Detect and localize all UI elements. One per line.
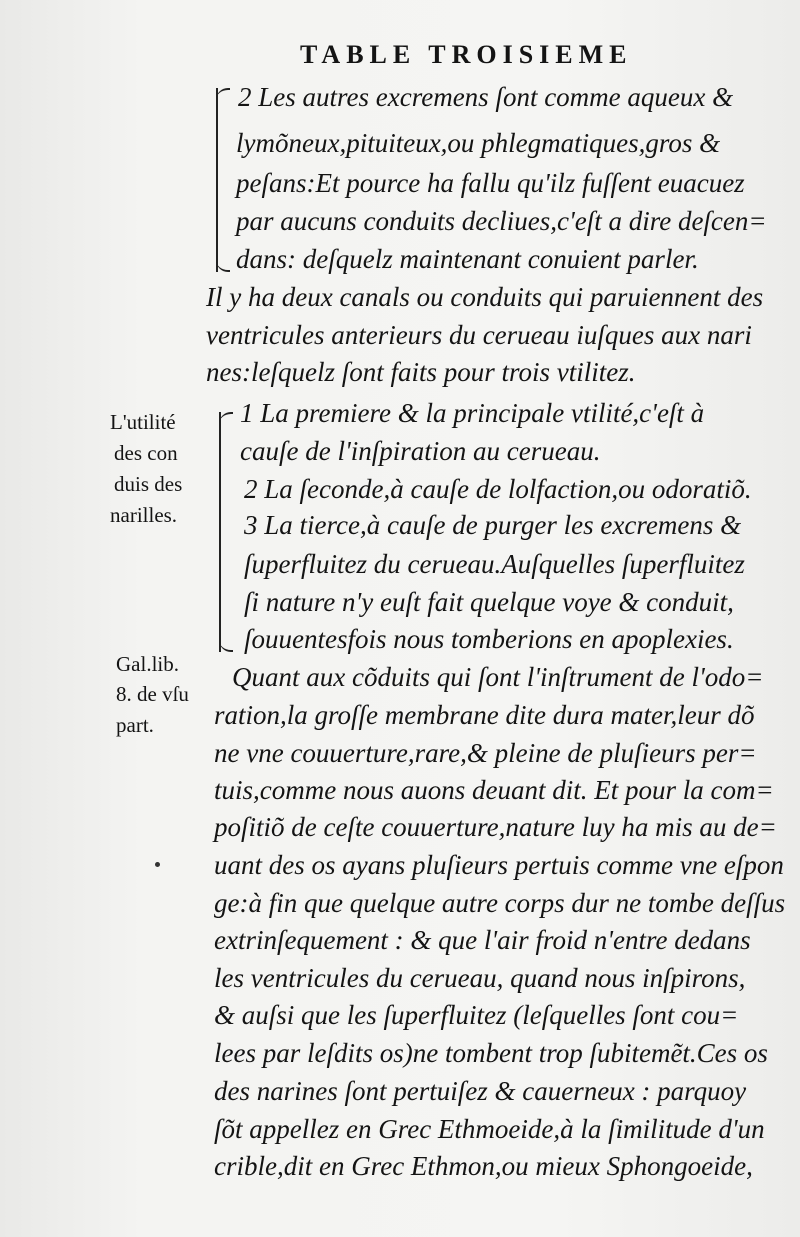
margin-note-line: part. xyxy=(116,713,154,737)
text-line: Quant aux cõduits qui ſont l'inſtrument de l'odo= xyxy=(232,662,764,692)
text-line: uant des os ayans pluſieurs pertuis comme vne eſpon xyxy=(214,850,784,880)
brace-lower xyxy=(219,412,235,652)
text-line: & auſsi que les ſuperfluitez (leſquelles ſont cou= xyxy=(214,1000,739,1030)
text-line: tuis,comme nous auons deuant dit. Et pour la com= xyxy=(214,775,774,805)
text-line: ration,la groſſe membrane dite dura mater,leur dõ xyxy=(214,700,755,730)
margin-note-line: des con xyxy=(114,441,178,465)
margin-note-line: L'utilité xyxy=(110,410,176,434)
ink-dot xyxy=(155,862,160,867)
text-line: ſi nature n'y euſt fait quelque voye & conduit, xyxy=(244,587,734,617)
text-line: ventricules anterieurs du cerueau iuſques aux nari xyxy=(206,320,752,350)
text-line: ſouuentesfois nous tomberions en apoplexies. xyxy=(244,624,734,654)
text-line: ſuperfluitez du cerueau.Auſquelles ſuperfluitez xyxy=(244,549,745,579)
brace-upper xyxy=(216,88,232,272)
margin-note-line: 8. de vſu xyxy=(116,682,189,706)
text-line: 1 La premiere & la principale vtilité,c'eſt à xyxy=(240,398,705,428)
text-line: lees par leſdits os)ne tombent trop ſubitemẽt.Ces os xyxy=(214,1038,768,1068)
text-line: peſans:Et pource ha fallu qu'ilz fuſſent euacuez xyxy=(236,168,745,198)
text-line: ne vne couuerture,rare,& pleine de pluſieurs per= xyxy=(214,738,757,768)
text-line: nes:leſquelz ſont faits pour trois vtilitez. xyxy=(206,357,636,387)
text-line: les ventricules du cerueau, quand nous inſpirons, xyxy=(214,963,746,993)
text-line: 2 Les autres excremens ſont comme aqueux & xyxy=(238,82,734,112)
text-line: extrinſequement : & que l'air froid n'entre dedans xyxy=(214,925,751,955)
margin-note-line: duis des xyxy=(114,472,183,496)
margin-note-line: Gal.lib. xyxy=(116,652,179,676)
text-line: cauſe de l'inſpiration au cerueau. xyxy=(240,436,601,466)
text-line: Il y ha deux canals ou conduits qui paruiennent des xyxy=(206,282,764,312)
text-line: par aucuns conduits decliues,c'eſt a dire deſcen= xyxy=(236,206,767,236)
running-title: TABLE TROISIEME xyxy=(300,40,633,69)
text-line: 3 La tierce,à cauſe de purger les excremens & xyxy=(244,510,742,540)
text-line: ge:à fin que quelque autre corps dur ne tombe deſſus xyxy=(214,888,786,918)
margin-note-line: narilles. xyxy=(110,503,178,527)
text-line: lymõneux,pituiteux,ou phlegmatiques,gros & xyxy=(236,128,721,158)
text-line: 2 La ſeconde,à cauſe de lolfaction,ou odoratiõ. xyxy=(244,474,752,504)
text-line: ſõt appellez en Grec Ethmoeide,à la ſimilitude d'un xyxy=(214,1114,765,1144)
text-line: des narines ſont pertuiſez & cauerneux : parquoy xyxy=(214,1076,747,1106)
text-line: crible,dit en Grec Ethmon,ou mieux Sphongoeide, xyxy=(214,1151,753,1181)
text-line: poſitiõ de ceſte couuerture,nature luy ha mis au de= xyxy=(214,812,777,842)
text-line: dans: deſquelz maintenant conuient parler. xyxy=(236,244,699,274)
